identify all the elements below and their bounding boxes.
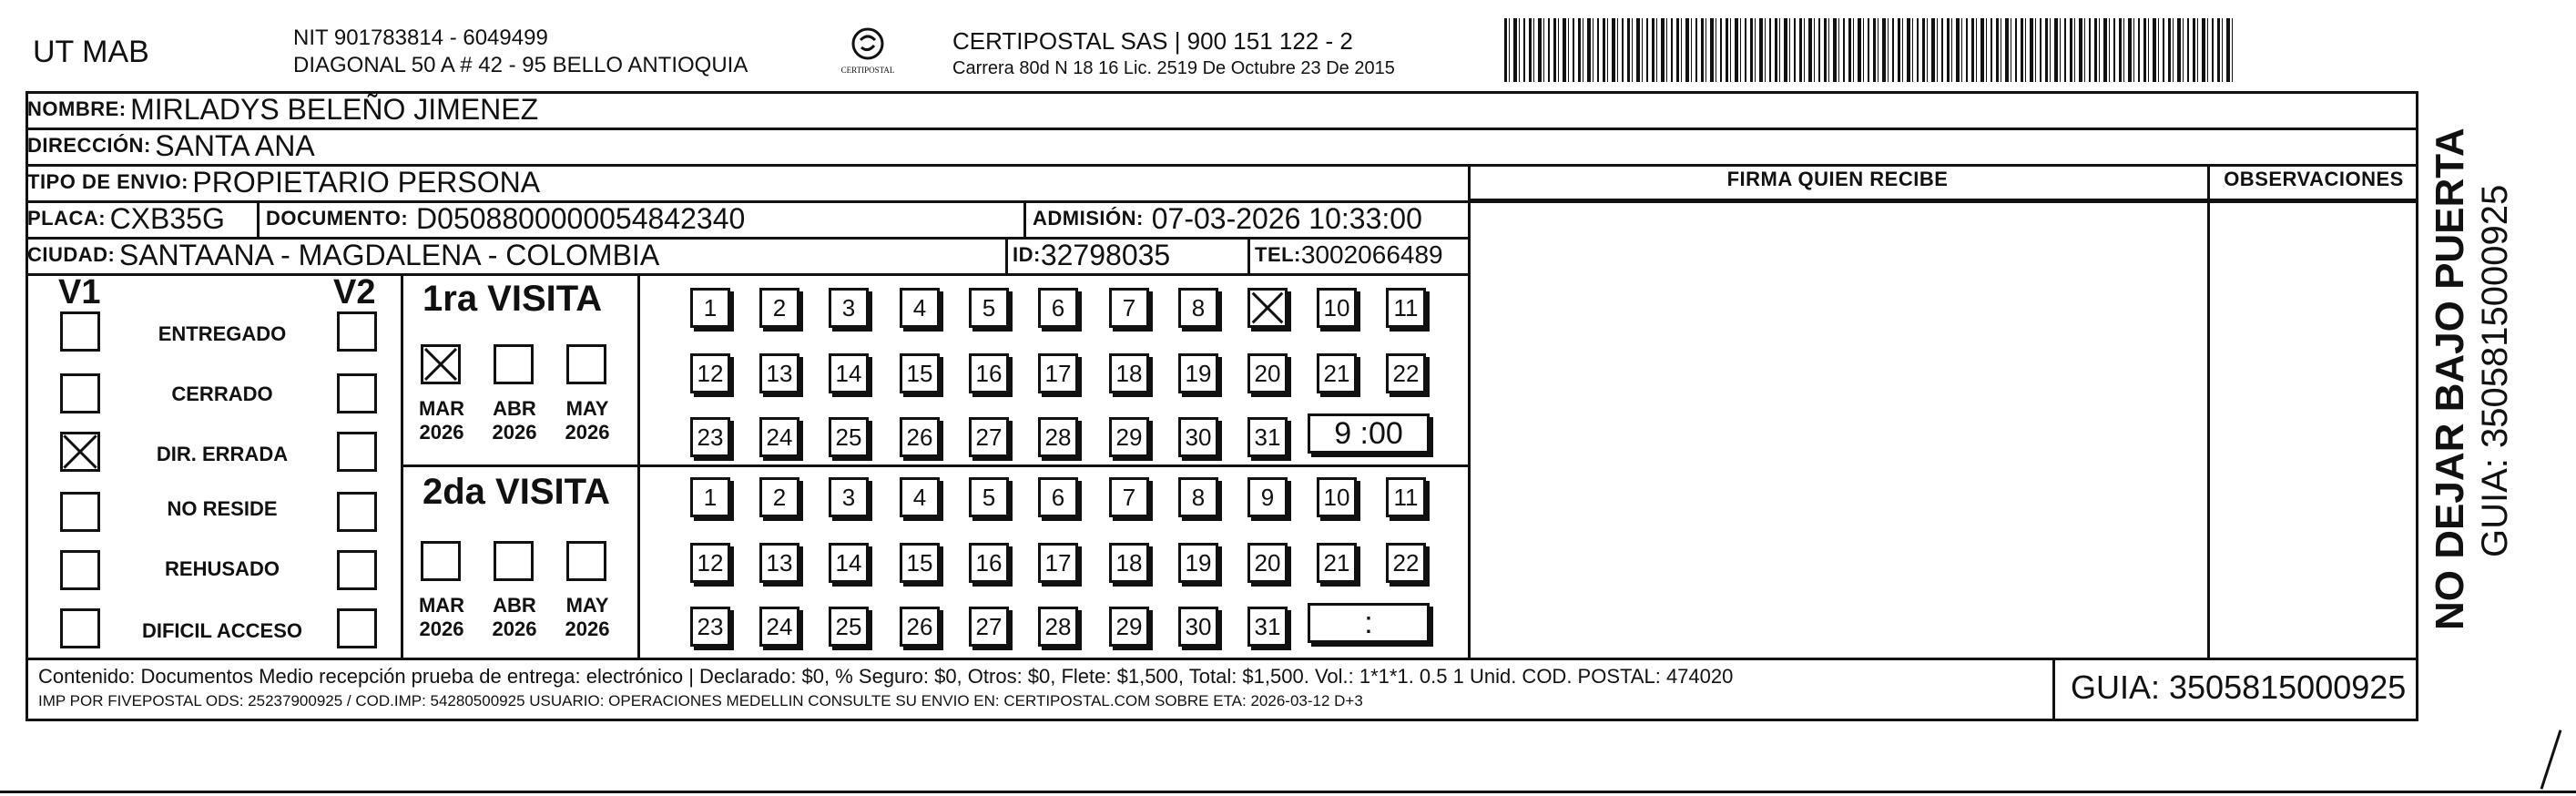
- v1-day-1[interactable]: 1: [690, 288, 730, 328]
- v1-month-abr-label: ABR 2026: [492, 397, 537, 444]
- v2-day-28[interactable]: 28: [1038, 607, 1078, 647]
- v1-month-mar-box[interactable]: [421, 344, 461, 384]
- v2-day-24[interactable]: 24: [759, 607, 799, 647]
- certipostal-logo: [836, 26, 900, 80]
- nombre-label: NOMBRE:: [27, 97, 127, 120]
- v2-day-2[interactable]: 2: [759, 477, 799, 517]
- v2-day-17[interactable]: 17: [1038, 543, 1078, 583]
- v1-month-may-label: MAY 2026: [565, 397, 610, 444]
- v1-day-11[interactable]: 11: [1386, 288, 1426, 328]
- v2-day-3[interactable]: 3: [829, 477, 869, 517]
- id-value: 32798035: [1040, 238, 1171, 271]
- v1-day-15[interactable]: 15: [900, 353, 940, 393]
- company-name: UT MAB: [33, 35, 149, 69]
- v1-day-4[interactable]: 4: [900, 288, 940, 328]
- carrier-name: CERTIPOSTAL SAS | 900 151 122 - 2: [952, 27, 1353, 55]
- v2-day-27[interactable]: 27: [969, 607, 1009, 647]
- v2-day-5[interactable]: 5: [969, 477, 1009, 517]
- v2-day-11[interactable]: 11: [1386, 477, 1426, 517]
- side-guia: GUIA: 3505815000925: [2475, 184, 2515, 557]
- first-visit-title: 1ra VISITA: [423, 279, 603, 319]
- status-rehusado: REHUSADO: [165, 557, 280, 580]
- v1-day-13[interactable]: 13: [759, 353, 799, 393]
- tel-label: TEL:: [1255, 243, 1301, 266]
- direccion-label: DIRECCIÓN:: [27, 134, 151, 157]
- ciudad-value: SANTAANA - MAGDALENA - COLOMBIA: [118, 238, 660, 271]
- issuer-nit: NIT 901783814 - 6049499: [293, 26, 548, 50]
- v2-no-reside-checkbox[interactable]: [337, 492, 377, 532]
- v2-day-19[interactable]: 19: [1178, 543, 1218, 583]
- documento-label: DOCUMENTO:: [266, 207, 409, 230]
- v1-dificil-acceso-checkbox[interactable]: [60, 608, 100, 648]
- page-edge-mark: [2540, 730, 2562, 790]
- v2-day-30[interactable]: 30: [1178, 607, 1218, 647]
- carrier-license: Carrera 80d N 18 16 Lic. 2519 De Octubre 23 De 2015: [952, 58, 1395, 78]
- v1-no-reside-checkbox[interactable]: [60, 492, 100, 532]
- v1-day-30[interactable]: 30: [1178, 417, 1218, 457]
- v2-dir-errada-checkbox[interactable]: [337, 432, 377, 472]
- placa-label: PLACA:: [27, 207, 107, 230]
- v2-month-mar-box[interactable]: [421, 541, 461, 581]
- v2-month-may-label: MAY 2026: [565, 594, 610, 640]
- v2-day-26[interactable]: 26: [900, 607, 940, 647]
- v2-day-10[interactable]: 10: [1317, 477, 1357, 517]
- admision-label: ADMISIÓN:: [1033, 207, 1144, 230]
- v2-day-23[interactable]: 23: [690, 607, 730, 647]
- v2-day-6[interactable]: 6: [1038, 477, 1078, 517]
- v2-day-9[interactable]: 9: [1247, 477, 1288, 517]
- v1-month-abr-box[interactable]: [494, 344, 534, 384]
- tipo-value: PROPIETARIO PERSONA: [192, 165, 541, 199]
- v2-month-may-box[interactable]: [566, 541, 606, 581]
- v1-day-8[interactable]: 8: [1178, 288, 1218, 328]
- v2-day-31[interactable]: 31: [1247, 607, 1288, 647]
- firma-header: FIRMA QUIEN RECIBE: [1726, 168, 1949, 190]
- v1-day-5[interactable]: 5: [969, 288, 1009, 328]
- second-visit-title: 2da VISITA: [423, 472, 610, 512]
- v1-day-28[interactable]: 28: [1038, 417, 1078, 457]
- admision-value: 07-03-2026 10:33:00: [1151, 201, 1422, 235]
- v1-cerrado-checkbox[interactable]: [60, 373, 100, 413]
- v2-day-13[interactable]: 13: [759, 543, 799, 583]
- v1-dir-errada-checkbox[interactable]: [60, 432, 100, 472]
- status-cerrado: CERRADO: [171, 383, 273, 405]
- v2-day-8[interactable]: 8: [1178, 477, 1218, 517]
- status-dir-errada: DIR. ERRADA: [156, 443, 289, 465]
- v2-month-abr-box[interactable]: [494, 541, 534, 581]
- v1-day-31[interactable]: 31: [1247, 417, 1288, 457]
- v1-day-17[interactable]: 17: [1038, 353, 1078, 393]
- no-dejar-bajo-puerta: NO DEJAR BAJO PUERTA: [2428, 128, 2472, 630]
- v1-day-29[interactable]: 29: [1109, 417, 1149, 457]
- v1-day-14[interactable]: 14: [829, 353, 869, 393]
- v2-day-18[interactable]: 18: [1109, 543, 1149, 583]
- direccion-value: SANTA ANA: [155, 128, 315, 162]
- footer-imp: IMP POR FIVEPOSTAL ODS: 25237900925 / COD.IMP: 54280500925 USUARIO: OPERACIONES MEDELLIN CONSULTE SU ENVIO EN: CERTIPOSTAL.COM SOBRE ETA: 2026-03-12 D+3: [38, 692, 1363, 709]
- v1-day-18[interactable]: 18: [1109, 353, 1149, 393]
- v2-rehusado-checkbox[interactable]: [337, 550, 377, 590]
- documento-value: D0508800000054842340: [416, 201, 746, 235]
- v1-day-20[interactable]: 20: [1247, 353, 1288, 393]
- v1-day-12[interactable]: 12: [690, 353, 730, 393]
- v1-day-22[interactable]: 22: [1386, 353, 1426, 393]
- v2-dificil-acceso-checkbox[interactable]: [337, 608, 377, 648]
- ciudad-label: CIUDAD:: [27, 243, 116, 266]
- v1-day-6[interactable]: 6: [1038, 288, 1078, 328]
- placa-value: CXB35G: [109, 201, 225, 235]
- id-label: ID:: [1013, 243, 1041, 266]
- v2-day-29[interactable]: 29: [1109, 607, 1149, 647]
- v1-day-23[interactable]: 23: [690, 417, 730, 457]
- issuer-address: DIAGONAL 50 A # 42 - 95 BELLO ANTIOQUIA: [293, 53, 748, 77]
- v2-day-14[interactable]: 14: [829, 543, 869, 583]
- v2-day-20[interactable]: 20: [1247, 543, 1288, 583]
- tipo-label: TIPO DE ENVIO:: [27, 170, 188, 193]
- v2-day-12[interactable]: 12: [690, 543, 730, 583]
- v1-day-24[interactable]: 24: [759, 417, 799, 457]
- footer-contenido: Contenido: Documentos Medio recepción prueba de entrega: electrónico | Declarado: $0, % Seguro: $0, Otros: $0, Flete: $1,500, Total: $1,500. Vol.: 1*1*1. 0.5 1 Unid. COD. POSTAL: 474020: [38, 665, 1734, 688]
- second-visit-time[interactable]: :: [1308, 603, 1430, 643]
- v1-day-25[interactable]: 25: [829, 417, 869, 457]
- v1-day-21[interactable]: 21: [1317, 353, 1357, 393]
- status-dificil-acceso: DIFICIL ACCESO: [141, 619, 302, 642]
- v1-day-27[interactable]: 27: [969, 417, 1009, 457]
- v2-entregado-checkbox[interactable]: [337, 311, 377, 352]
- v2-day-1[interactable]: 1: [690, 477, 730, 517]
- footer-guia: GUIA: 3505815000925: [2071, 668, 2407, 706]
- barcode: [1504, 18, 2233, 82]
- v2-day-4[interactable]: 4: [900, 477, 940, 517]
- first-visit-time[interactable]: 9 :00: [1308, 413, 1430, 454]
- svg-text:CERTIPOSTAL: CERTIPOSTAL: [840, 66, 895, 75]
- v2-day-21[interactable]: 21: [1317, 543, 1357, 583]
- v1-day-26[interactable]: 26: [900, 417, 940, 457]
- v1-day-7[interactable]: 7: [1109, 288, 1149, 328]
- status-entregado: ENTREGADO: [158, 322, 287, 345]
- v1-day-9[interactable]: [1247, 288, 1288, 328]
- v1-day-3[interactable]: 3: [829, 288, 869, 328]
- v1-day-19[interactable]: 19: [1178, 353, 1218, 393]
- v2-month-abr-label: ABR 2026: [492, 594, 537, 640]
- observaciones-header: OBSERVACIONES: [2224, 168, 2404, 190]
- v1-day-10[interactable]: 10: [1317, 288, 1357, 328]
- v1-day-2[interactable]: 2: [759, 288, 799, 328]
- v2-day-25[interactable]: 25: [829, 607, 869, 647]
- v1-day-16[interactable]: 16: [969, 353, 1009, 393]
- v1-month-may-box[interactable]: [566, 344, 606, 384]
- v2-month-mar-label: MAR 2026: [418, 594, 465, 640]
- v2-label: V2: [333, 273, 376, 311]
- v2-day-22[interactable]: 22: [1386, 543, 1426, 583]
- v2-day-7[interactable]: 7: [1109, 477, 1149, 517]
- nombre-value: MIRLADYS BELEÑO JIMENEZ: [130, 92, 539, 126]
- v1-entregado-checkbox[interactable]: [60, 311, 100, 352]
- v1-label: V1: [58, 273, 101, 311]
- status-no-reside: NO RESIDE: [167, 497, 278, 520]
- v1-month-mar-label: MAR 2026: [418, 397, 465, 444]
- tel-value: 3002066489: [1300, 240, 1443, 269]
- v2-day-15[interactable]: 15: [900, 543, 940, 583]
- v2-day-16[interactable]: 16: [969, 543, 1009, 583]
- v2-cerrado-checkbox[interactable]: [337, 373, 377, 413]
- v1-rehusado-checkbox[interactable]: [60, 550, 100, 590]
